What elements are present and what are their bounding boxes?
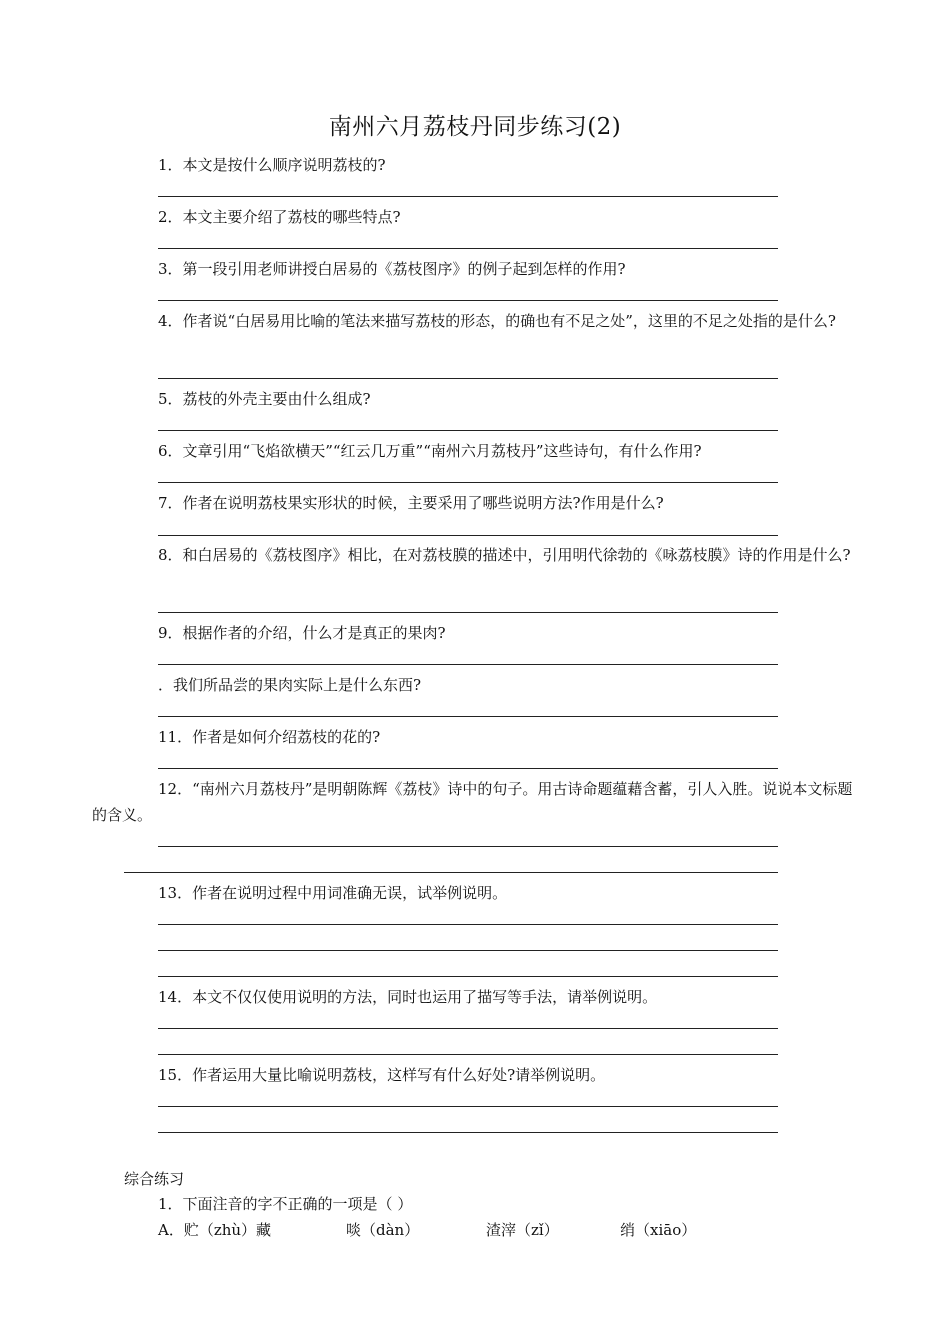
answer-line [124,872,778,873]
question-4: 4．作者说“白居易用比喻的笔法来描写荔枝的形态，的确也有不足之处”，这里的不足之处指的是什么? [158,312,836,330]
question-3: 3．第一段引用老师讲授白居易的《荔枝图序》的例子起到怎样的作用? [158,260,626,278]
question-7: 7．作者在说明荔枝果实形状的时候，主要采用了哪些说明方法?作用是什么? [158,494,664,512]
answer-line [158,300,778,301]
question-12: 12．“南州六月荔枝丹”是明朝陈辉《荔枝》诗中的句子。用古诗命题蕴藉含蓄，引人入胜。说说本文标题的含义。 [92,780,853,824]
question-14: 14．本文不仅仅使用说明的方法，同时也运用了描写等手法，请举例说明。 [158,988,658,1006]
answer-line [158,924,778,925]
answer-line [158,1028,778,1029]
question-2: 2．本文主要介绍了荔枝的哪些特点? [158,208,401,226]
answer-line [158,1132,778,1133]
option-a: A．贮（zhù）藏 [158,1221,272,1239]
answer-line [158,248,778,249]
answer-line [158,196,778,197]
answer-line [158,1106,778,1107]
question-5: 5．荔枝的外壳主要由什么组成? [158,390,371,408]
answer-line [158,716,778,717]
exercise-stem: 1．下面注音的字不正确的一项是（ ） [158,1195,413,1213]
question-8: 8．和白居易的《荔枝图序》相比，在对荔枝膜的描述中，引用明代徐勃的《咏荔枝膜》诗的作用是什么? [158,546,851,564]
question-15: 15．作者运用大量比喻说明荔枝，这样写有什么好处?请举例说明。 [158,1066,606,1084]
answer-line [158,612,778,613]
answer-line [158,846,778,847]
question-13: 13．作者在说明过程中用词准确无误，试举例说明。 [158,884,508,902]
answer-line [158,430,778,431]
option-item: 绡（xiāo） [620,1221,697,1239]
page-title: 南州六月荔枝丹同步练习(2) [328,114,622,140]
answer-line [158,976,778,977]
answer-line [158,664,778,665]
answer-line [158,482,778,483]
answer-line [158,1054,778,1055]
question-11: 11．作者是如何介绍荔枝的花的? [158,728,381,746]
question-6: 6．文章引用“飞焰欲横天”“红云几万重”“南州六月荔枝丹”这些诗句，有什么作用? [158,442,702,460]
answer-line [158,950,778,951]
question-9: 9．根据作者的介绍，什么才是真正的果肉? [158,624,446,642]
answer-line [158,768,778,769]
section-heading: 综合练习 [124,1170,185,1188]
answer-line [158,378,778,379]
question-1: 1．本文是按什么顺序说明荔枝的? [158,156,386,174]
question-10: ．我们所品尝的果肉实际上是什么东西? [158,676,422,694]
option-item: 渣滓（zǐ） [486,1221,559,1239]
option-item: 啖（dàn） [346,1221,420,1239]
answer-line [158,535,778,536]
